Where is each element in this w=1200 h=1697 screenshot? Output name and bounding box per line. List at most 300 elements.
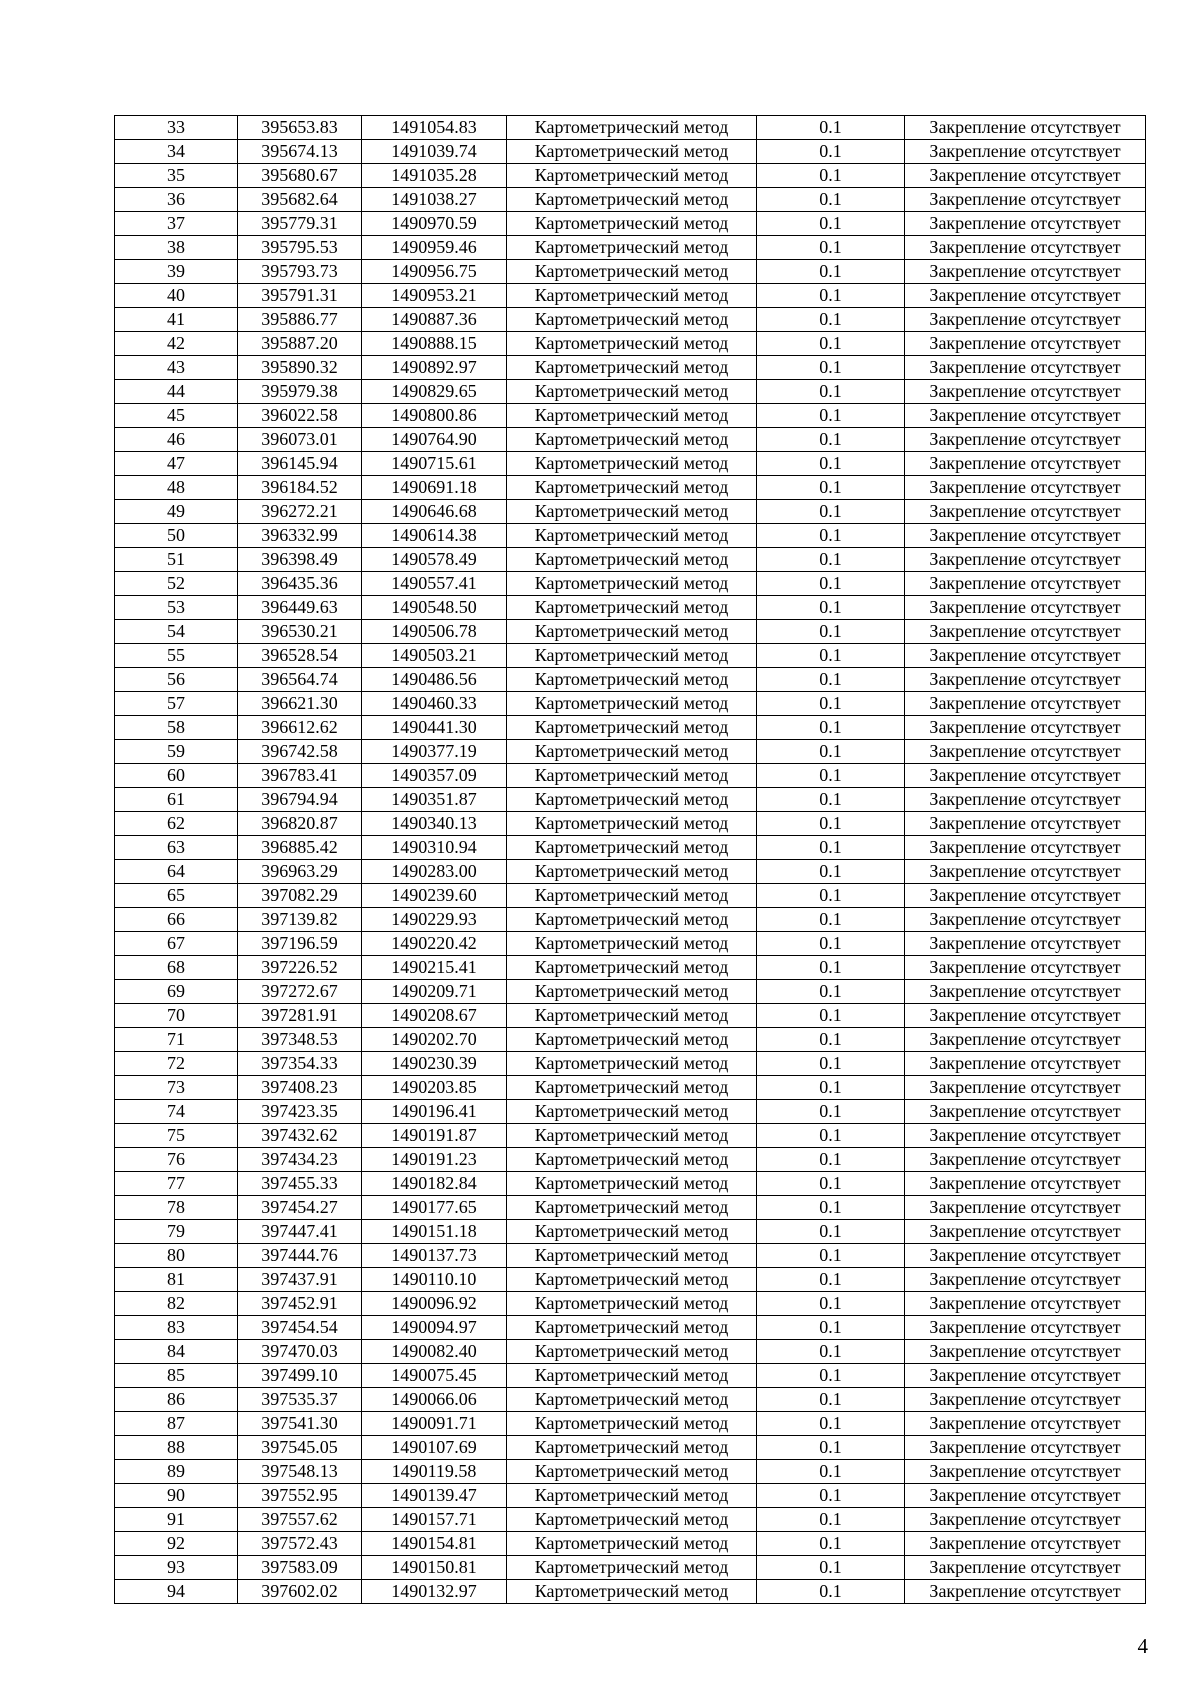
point-number-cell: 59 [115, 740, 238, 764]
table-row [115, 1436, 1146, 1460]
x-coordinate-cell: 396794.94 [238, 788, 362, 812]
table-row [115, 1292, 1146, 1316]
x-coordinate-cell: 397226.52 [238, 956, 362, 980]
x-coordinate-cell: 396885.42 [238, 836, 362, 860]
coordinates-table-body [115, 116, 1146, 1604]
table-row [115, 572, 1146, 596]
table-row [115, 308, 1146, 332]
method-cell: Картометрический метод [507, 356, 757, 380]
fixation-cell: Закрепление отсутствует [905, 356, 1146, 380]
method-cell: Картометрический метод [507, 1388, 757, 1412]
y-coordinate-cell: 1490377.19 [362, 740, 507, 764]
method-cell: Картометрический метод [507, 668, 757, 692]
table-row [115, 860, 1146, 884]
point-number-cell: 44 [115, 380, 238, 404]
accuracy-cell: 0.1 [757, 260, 905, 284]
table-row [115, 668, 1146, 692]
x-coordinate-cell: 395886.77 [238, 308, 362, 332]
accuracy-cell: 0.1 [757, 1172, 905, 1196]
y-coordinate-cell: 1490715.61 [362, 452, 507, 476]
accuracy-cell: 0.1 [757, 860, 905, 884]
point-number-cell: 52 [115, 572, 238, 596]
point-number-cell: 33 [115, 116, 238, 140]
y-coordinate-cell: 1490340.13 [362, 812, 507, 836]
x-coordinate-cell: 396564.74 [238, 668, 362, 692]
table-row [115, 212, 1146, 236]
method-cell: Картометрический метод [507, 284, 757, 308]
y-coordinate-cell: 1490096.92 [362, 1292, 507, 1316]
point-number-cell: 85 [115, 1364, 238, 1388]
table-row [115, 1076, 1146, 1100]
x-coordinate-cell: 397572.43 [238, 1532, 362, 1556]
x-coordinate-cell: 395653.83 [238, 116, 362, 140]
fixation-cell: Закрепление отсутствует [905, 692, 1146, 716]
accuracy-cell: 0.1 [757, 1196, 905, 1220]
accuracy-cell: 0.1 [757, 812, 905, 836]
table-row [115, 332, 1146, 356]
point-number-cell: 60 [115, 764, 238, 788]
table-row [115, 788, 1146, 812]
fixation-cell: Закрепление отсутствует [905, 188, 1146, 212]
y-coordinate-cell: 1490506.78 [362, 620, 507, 644]
method-cell: Картометрический метод [507, 308, 757, 332]
table-row [115, 716, 1146, 740]
table-row [115, 1316, 1146, 1340]
accuracy-cell: 0.1 [757, 1412, 905, 1436]
method-cell: Картометрический метод [507, 1004, 757, 1028]
method-cell: Картометрический метод [507, 884, 757, 908]
x-coordinate-cell: 396272.21 [238, 500, 362, 524]
y-coordinate-cell: 1490107.69 [362, 1436, 507, 1460]
accuracy-cell: 0.1 [757, 620, 905, 644]
fixation-cell: Закрепление отсутствует [905, 548, 1146, 572]
accuracy-cell: 0.1 [757, 1124, 905, 1148]
method-cell: Картометрический метод [507, 1460, 757, 1484]
x-coordinate-cell: 397447.41 [238, 1220, 362, 1244]
y-coordinate-cell: 1490229.93 [362, 908, 507, 932]
y-coordinate-cell: 1490829.65 [362, 380, 507, 404]
x-coordinate-cell: 396145.94 [238, 452, 362, 476]
point-number-cell: 43 [115, 356, 238, 380]
x-coordinate-cell: 397583.09 [238, 1556, 362, 1580]
table-row [115, 356, 1146, 380]
fixation-cell: Закрепление отсутствует [905, 620, 1146, 644]
method-cell: Картометрический метод [507, 404, 757, 428]
table-row [115, 1364, 1146, 1388]
table-row [115, 644, 1146, 668]
accuracy-cell: 0.1 [757, 428, 905, 452]
point-number-cell: 61 [115, 788, 238, 812]
fixation-cell: Закрепление отсутствует [905, 1268, 1146, 1292]
point-number-cell: 62 [115, 812, 238, 836]
table-row [115, 980, 1146, 1004]
accuracy-cell: 0.1 [757, 332, 905, 356]
fixation-cell: Закрепление отсутствует [905, 1100, 1146, 1124]
fixation-cell: Закрепление отсутствует [905, 1076, 1146, 1100]
accuracy-cell: 0.1 [757, 1388, 905, 1412]
x-coordinate-cell: 397455.33 [238, 1172, 362, 1196]
fixation-cell: Закрепление отсутствует [905, 1172, 1146, 1196]
table-row [115, 1412, 1146, 1436]
accuracy-cell: 0.1 [757, 1004, 905, 1028]
method-cell: Картометрический метод [507, 908, 757, 932]
method-cell: Картометрический метод [507, 1580, 757, 1604]
point-number-cell: 69 [115, 980, 238, 1004]
x-coordinate-cell: 397470.03 [238, 1340, 362, 1364]
fixation-cell: Закрепление отсутствует [905, 1196, 1146, 1220]
table-row [115, 260, 1146, 284]
fixation-cell: Закрепление отсутствует [905, 1436, 1146, 1460]
table-row [115, 548, 1146, 572]
method-cell: Картометрический метод [507, 1220, 757, 1244]
fixation-cell: Закрепление отсутствует [905, 452, 1146, 476]
x-coordinate-cell: 397548.13 [238, 1460, 362, 1484]
x-coordinate-cell: 397272.67 [238, 980, 362, 1004]
y-coordinate-cell: 1490970.59 [362, 212, 507, 236]
fixation-cell: Закрепление отсутствует [905, 140, 1146, 164]
y-coordinate-cell: 1490646.68 [362, 500, 507, 524]
x-coordinate-cell: 396530.21 [238, 620, 362, 644]
y-coordinate-cell: 1490191.23 [362, 1148, 507, 1172]
method-cell: Картометрический метод [507, 332, 757, 356]
accuracy-cell: 0.1 [757, 1268, 905, 1292]
accuracy-cell: 0.1 [757, 572, 905, 596]
accuracy-cell: 0.1 [757, 476, 905, 500]
method-cell: Картометрический метод [507, 1076, 757, 1100]
table-row [115, 1244, 1146, 1268]
accuracy-cell: 0.1 [757, 1484, 905, 1508]
y-coordinate-cell: 1490220.42 [362, 932, 507, 956]
accuracy-cell: 0.1 [757, 1460, 905, 1484]
x-coordinate-cell: 396449.63 [238, 596, 362, 620]
method-cell: Картометрический метод [507, 140, 757, 164]
accuracy-cell: 0.1 [757, 980, 905, 1004]
method-cell: Картометрический метод [507, 1412, 757, 1436]
method-cell: Картометрический метод [507, 548, 757, 572]
table-row [115, 500, 1146, 524]
fixation-cell: Закрепление отсутствует [905, 308, 1146, 332]
point-number-cell: 86 [115, 1388, 238, 1412]
point-number-cell: 38 [115, 236, 238, 260]
table-row [115, 1268, 1146, 1292]
y-coordinate-cell: 1490959.46 [362, 236, 507, 260]
x-coordinate-cell: 395887.20 [238, 332, 362, 356]
table-row [115, 932, 1146, 956]
point-number-cell: 91 [115, 1508, 238, 1532]
x-coordinate-cell: 397454.54 [238, 1316, 362, 1340]
x-coordinate-cell: 395795.53 [238, 236, 362, 260]
point-number-cell: 79 [115, 1220, 238, 1244]
fixation-cell: Закрепление отсутствует [905, 1340, 1146, 1364]
accuracy-cell: 0.1 [757, 1316, 905, 1340]
y-coordinate-cell: 1490578.49 [362, 548, 507, 572]
table-row [115, 1004, 1146, 1028]
accuracy-cell: 0.1 [757, 1148, 905, 1172]
y-coordinate-cell: 1490283.00 [362, 860, 507, 884]
y-coordinate-cell: 1490351.87 [362, 788, 507, 812]
method-cell: Картометрический метод [507, 1052, 757, 1076]
method-cell: Картометрический метод [507, 1340, 757, 1364]
fixation-cell: Закрепление отсутствует [905, 260, 1146, 284]
point-number-cell: 47 [115, 452, 238, 476]
point-number-cell: 66 [115, 908, 238, 932]
method-cell: Картометрический метод [507, 500, 757, 524]
point-number-cell: 77 [115, 1172, 238, 1196]
x-coordinate-cell: 396184.52 [238, 476, 362, 500]
method-cell: Картометрический метод [507, 812, 757, 836]
table-row [115, 812, 1146, 836]
x-coordinate-cell: 397408.23 [238, 1076, 362, 1100]
table-row [115, 1580, 1146, 1604]
x-coordinate-cell: 397082.29 [238, 884, 362, 908]
accuracy-cell: 0.1 [757, 140, 905, 164]
accuracy-cell: 0.1 [757, 1364, 905, 1388]
fixation-cell: Закрепление отсутствует [905, 1412, 1146, 1436]
x-coordinate-cell: 396073.01 [238, 428, 362, 452]
fixation-cell: Закрепление отсутствует [905, 500, 1146, 524]
fixation-cell: Закрепление отсутствует [905, 908, 1146, 932]
table-row [115, 236, 1146, 260]
point-number-cell: 83 [115, 1316, 238, 1340]
y-coordinate-cell: 1490310.94 [362, 836, 507, 860]
table-row [115, 140, 1146, 164]
point-number-cell: 75 [115, 1124, 238, 1148]
fixation-cell: Закрепление отсутствует [905, 1364, 1146, 1388]
fixation-cell: Закрепление отсутствует [905, 1484, 1146, 1508]
y-coordinate-cell: 1490486.56 [362, 668, 507, 692]
table-row [115, 188, 1146, 212]
y-coordinate-cell: 1490357.09 [362, 764, 507, 788]
x-coordinate-cell: 397541.30 [238, 1412, 362, 1436]
y-coordinate-cell: 1490082.40 [362, 1340, 507, 1364]
method-cell: Картометрический метод [507, 1148, 757, 1172]
x-coordinate-cell: 397348.53 [238, 1028, 362, 1052]
table-row [115, 908, 1146, 932]
method-cell: Картометрический метод [507, 380, 757, 404]
table-row [115, 596, 1146, 620]
accuracy-cell: 0.1 [757, 1532, 905, 1556]
x-coordinate-cell: 397432.62 [238, 1124, 362, 1148]
table-row [115, 884, 1146, 908]
fixation-cell: Закрепление отсутствует [905, 428, 1146, 452]
method-cell: Картометрический метод [507, 1316, 757, 1340]
x-coordinate-cell: 396963.29 [238, 860, 362, 884]
accuracy-cell: 0.1 [757, 764, 905, 788]
y-coordinate-cell: 1490139.47 [362, 1484, 507, 1508]
accuracy-cell: 0.1 [757, 932, 905, 956]
fixation-cell: Закрепление отсутствует [905, 884, 1146, 908]
x-coordinate-cell: 397557.62 [238, 1508, 362, 1532]
x-coordinate-cell: 397444.76 [238, 1244, 362, 1268]
table-row [115, 116, 1146, 140]
x-coordinate-cell: 396435.36 [238, 572, 362, 596]
x-coordinate-cell: 397139.82 [238, 908, 362, 932]
x-coordinate-cell: 397535.37 [238, 1388, 362, 1412]
accuracy-cell: 0.1 [757, 524, 905, 548]
point-number-cell: 87 [115, 1412, 238, 1436]
point-number-cell: 42 [115, 332, 238, 356]
y-coordinate-cell: 1490215.41 [362, 956, 507, 980]
fixation-cell: Закрепление отсутствует [905, 980, 1146, 1004]
table-row [115, 1172, 1146, 1196]
method-cell: Картометрический метод [507, 764, 757, 788]
method-cell: Картометрический метод [507, 620, 757, 644]
point-number-cell: 94 [115, 1580, 238, 1604]
table-row [115, 1460, 1146, 1484]
method-cell: Картометрический метод [507, 1292, 757, 1316]
method-cell: Картометрический метод [507, 1172, 757, 1196]
accuracy-cell: 0.1 [757, 164, 905, 188]
method-cell: Картометрический метод [507, 572, 757, 596]
method-cell: Картометрический метод [507, 1028, 757, 1052]
method-cell: Картометрический метод [507, 1484, 757, 1508]
y-coordinate-cell: 1490892.97 [362, 356, 507, 380]
accuracy-cell: 0.1 [757, 836, 905, 860]
x-coordinate-cell: 397423.35 [238, 1100, 362, 1124]
y-coordinate-cell: 1490177.65 [362, 1196, 507, 1220]
y-coordinate-cell: 1490208.67 [362, 1004, 507, 1028]
y-coordinate-cell: 1490691.18 [362, 476, 507, 500]
table-row [115, 836, 1146, 860]
accuracy-cell: 0.1 [757, 1220, 905, 1244]
y-coordinate-cell: 1490209.71 [362, 980, 507, 1004]
x-coordinate-cell: 397454.27 [238, 1196, 362, 1220]
fixation-cell: Закрепление отсутствует [905, 1220, 1146, 1244]
point-number-cell: 46 [115, 428, 238, 452]
accuracy-cell: 0.1 [757, 596, 905, 620]
table-row [115, 404, 1146, 428]
fixation-cell: Закрепление отсутствует [905, 380, 1146, 404]
table-row [115, 1196, 1146, 1220]
x-coordinate-cell: 395682.64 [238, 188, 362, 212]
y-coordinate-cell: 1490548.50 [362, 596, 507, 620]
point-number-cell: 63 [115, 836, 238, 860]
x-coordinate-cell: 396332.99 [238, 524, 362, 548]
accuracy-cell: 0.1 [757, 1076, 905, 1100]
method-cell: Картометрический метод [507, 1532, 757, 1556]
method-cell: Картометрический метод [507, 1508, 757, 1532]
table-row [115, 620, 1146, 644]
point-number-cell: 54 [115, 620, 238, 644]
y-coordinate-cell: 1490091.71 [362, 1412, 507, 1436]
fixation-cell: Закрепление отсутствует [905, 860, 1146, 884]
point-number-cell: 81 [115, 1268, 238, 1292]
y-coordinate-cell: 1490094.97 [362, 1316, 507, 1340]
y-coordinate-cell: 1490239.60 [362, 884, 507, 908]
x-coordinate-cell: 397552.95 [238, 1484, 362, 1508]
x-coordinate-cell: 396742.58 [238, 740, 362, 764]
point-number-cell: 65 [115, 884, 238, 908]
fixation-cell: Закрепление отсутствует [905, 932, 1146, 956]
y-coordinate-cell: 1490157.71 [362, 1508, 507, 1532]
accuracy-cell: 0.1 [757, 236, 905, 260]
method-cell: Картометрический метод [507, 692, 757, 716]
accuracy-cell: 0.1 [757, 1580, 905, 1604]
method-cell: Картометрический метод [507, 1556, 757, 1580]
table-row [115, 1028, 1146, 1052]
fixation-cell: Закрепление отсутствует [905, 236, 1146, 260]
accuracy-cell: 0.1 [757, 356, 905, 380]
fixation-cell: Закрепление отсутствует [905, 1532, 1146, 1556]
point-number-cell: 90 [115, 1484, 238, 1508]
x-coordinate-cell: 396820.87 [238, 812, 362, 836]
y-coordinate-cell: 1490182.84 [362, 1172, 507, 1196]
point-number-cell: 55 [115, 644, 238, 668]
point-number-cell: 53 [115, 596, 238, 620]
fixation-cell: Закрепление отсутствует [905, 1388, 1146, 1412]
accuracy-cell: 0.1 [757, 740, 905, 764]
point-number-cell: 36 [115, 188, 238, 212]
x-coordinate-cell: 397281.91 [238, 1004, 362, 1028]
x-coordinate-cell: 395674.13 [238, 140, 362, 164]
method-cell: Картометрический метод [507, 1268, 757, 1292]
accuracy-cell: 0.1 [757, 692, 905, 716]
method-cell: Картометрический метод [507, 836, 757, 860]
method-cell: Картометрический метод [507, 716, 757, 740]
x-coordinate-cell: 397545.05 [238, 1436, 362, 1460]
accuracy-cell: 0.1 [757, 380, 905, 404]
method-cell: Картометрический метод [507, 428, 757, 452]
fixation-cell: Закрепление отсутствует [905, 332, 1146, 356]
y-coordinate-cell: 1490150.81 [362, 1556, 507, 1580]
point-number-cell: 48 [115, 476, 238, 500]
y-coordinate-cell: 1490066.06 [362, 1388, 507, 1412]
point-number-cell: 78 [115, 1196, 238, 1220]
x-coordinate-cell: 396621.30 [238, 692, 362, 716]
fixation-cell: Закрепление отсутствует [905, 812, 1146, 836]
x-coordinate-cell: 395779.31 [238, 212, 362, 236]
method-cell: Картометрический метод [507, 164, 757, 188]
method-cell: Картометрический метод [507, 644, 757, 668]
x-coordinate-cell: 396022.58 [238, 404, 362, 428]
point-number-cell: 68 [115, 956, 238, 980]
y-coordinate-cell: 1490137.73 [362, 1244, 507, 1268]
accuracy-cell: 0.1 [757, 1436, 905, 1460]
y-coordinate-cell: 1490764.90 [362, 428, 507, 452]
point-number-cell: 92 [115, 1532, 238, 1556]
y-coordinate-cell: 1490202.70 [362, 1028, 507, 1052]
table-row [115, 740, 1146, 764]
table-row [115, 1100, 1146, 1124]
y-coordinate-cell: 1490110.10 [362, 1268, 507, 1292]
fixation-cell: Закрепление отсутствует [905, 116, 1146, 140]
table-row [115, 380, 1146, 404]
fixation-cell: Закрепление отсутствует [905, 1244, 1146, 1268]
x-coordinate-cell: 397434.23 [238, 1148, 362, 1172]
table-row [115, 524, 1146, 548]
method-cell: Картометрический метод [507, 956, 757, 980]
fixation-cell: Закрепление отсутствует [905, 284, 1146, 308]
fixation-cell: Закрепление отсутствует [905, 1028, 1146, 1052]
point-number-cell: 41 [115, 308, 238, 332]
accuracy-cell: 0.1 [757, 1028, 905, 1052]
method-cell: Картометрический метод [507, 1436, 757, 1460]
y-coordinate-cell: 1490151.18 [362, 1220, 507, 1244]
point-number-cell: 89 [115, 1460, 238, 1484]
y-coordinate-cell: 1490800.86 [362, 404, 507, 428]
x-coordinate-cell: 396783.41 [238, 764, 362, 788]
accuracy-cell: 0.1 [757, 1508, 905, 1532]
accuracy-cell: 0.1 [757, 1052, 905, 1076]
y-coordinate-cell: 1490203.85 [362, 1076, 507, 1100]
point-number-cell: 80 [115, 1244, 238, 1268]
point-number-cell: 49 [115, 500, 238, 524]
method-cell: Картометрический метод [507, 260, 757, 284]
fixation-cell: Закрепление отсутствует [905, 524, 1146, 548]
fixation-cell: Закрепление отсутствует [905, 1580, 1146, 1604]
accuracy-cell: 0.1 [757, 284, 905, 308]
method-cell: Картометрический метод [507, 1100, 757, 1124]
